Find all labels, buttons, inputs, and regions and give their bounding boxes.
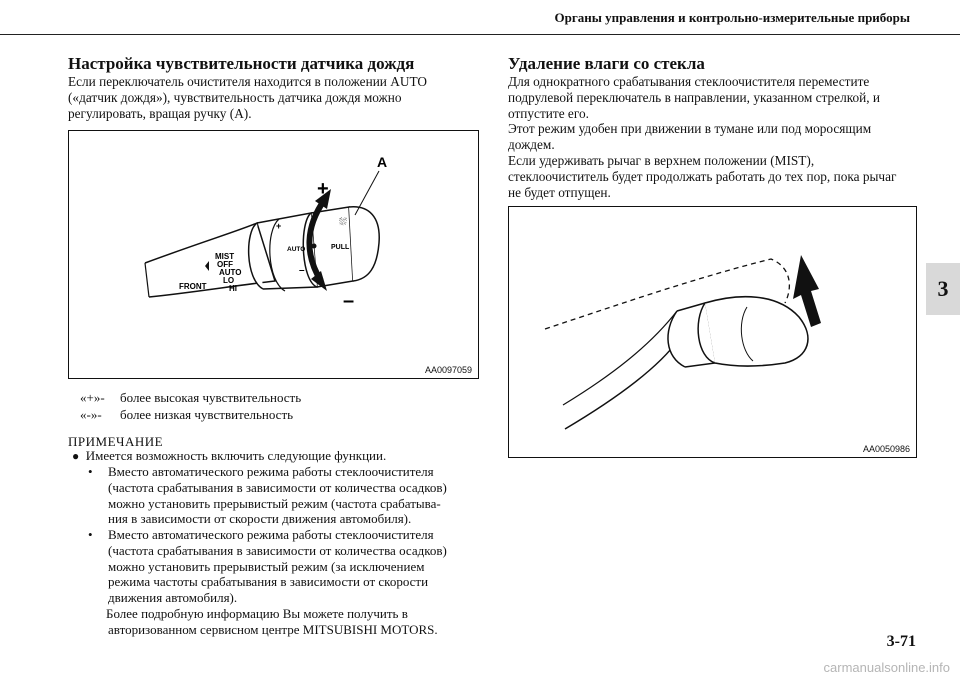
note-bullet-text: Имеется возможность включить следующие функции.: [85, 448, 387, 463]
front-label: FRONT: [179, 282, 207, 291]
note-bullet: [72, 448, 492, 465]
mist-line: Для однократного срабатывания стеклоочистителя переместите: [508, 74, 870, 89]
mist-text: [508, 74, 928, 200]
mist-label: MIST: [215, 252, 235, 261]
figure-code: AA0097059: [424, 365, 472, 375]
rain-sensor-intro: [68, 74, 488, 121]
lo-label: LO: [223, 276, 235, 285]
note-line: можно установить прерывистый режим (частота срабатыва-: [108, 495, 441, 511]
intro-line: («датчик дождя»), чувствительность датчика дождя можно: [68, 89, 402, 105]
note-line: • Вместо автоматического режима работы стеклоочистителя: [88, 464, 434, 479]
mist-heading: Удаление влаги со стекла: [508, 54, 705, 73]
auto-ring-label: AUTO: [287, 246, 306, 253]
mist-line: Этот режим удобен при движении в тумане или под моросящим: [508, 121, 872, 137]
header-rule: [0, 34, 960, 35]
legend-row: [80, 389, 301, 406]
bullet-dot: ●: [72, 449, 80, 463]
note-heading: ПРИМЕЧАНИЕ: [68, 434, 164, 449]
mist-line: не будет отпущен.: [508, 184, 611, 200]
note-line: (частота срабатывания в зависимости от количества осадков): [108, 479, 447, 495]
note-line: Более подробную информацию Вы можете получить в: [106, 605, 408, 621]
minus-label: –: [343, 290, 355, 312]
mist-line: подрулевой переключатель в направлении, указанном стрелкой, и: [508, 89, 881, 105]
note-line: режима частоты срабатывания в зависимости от скорости: [108, 574, 429, 590]
hi-label: HI: [229, 284, 237, 293]
note-item-1: [88, 464, 498, 527]
intro-line: Если переключатель очистителя находится в положении AUTO: [68, 74, 427, 89]
chapter-tab: 3: [926, 263, 960, 315]
knob-a-label: A: [377, 154, 388, 170]
intro-line: регулировать, вращая ручку (A).: [68, 105, 252, 121]
legend-symbol: «+»-: [80, 390, 105, 405]
mist-line: дождем.: [508, 137, 555, 153]
running-header: Органы управления и контрольно-измерительные приборы: [554, 10, 910, 25]
figure-code: AA0050986: [862, 444, 910, 454]
note-line: можно установить прерывистый режим (за исключением: [108, 558, 425, 574]
sensitivity-legend: [80, 389, 301, 423]
plus-label: +: [317, 178, 329, 200]
rain-sensor-figure: [68, 130, 479, 379]
legend-text: более низкая чувствительность: [120, 407, 294, 422]
svg-text:+: +: [276, 221, 282, 231]
note-line: • Вместо автоматического режима работы стеклоочистителя: [88, 527, 434, 542]
legend-text: более высокая чувствительность: [120, 390, 302, 405]
mist-stalk-illustration: [509, 207, 916, 457]
mist-figure: [508, 206, 917, 458]
note-item-2: [88, 527, 498, 638]
note-line: (частота срабатывания в зависимости от количества осадков): [108, 542, 447, 558]
off-label: OFF: [217, 260, 233, 269]
mist-line: стеклоочиститель будет продолжать работать до тех пор, пока рычаг: [508, 168, 897, 184]
rain-sensor-heading: Настройка чувствительности датчика дождя: [68, 54, 415, 73]
pull-label: PULL: [331, 244, 350, 251]
legend-symbol: «-»-: [80, 407, 102, 422]
note-line: ния в зависимости от скорости движения автомобиля).: [108, 511, 412, 527]
note-line: авторизованном сервисном центре MITSUBISHI MOTORS.: [108, 621, 438, 637]
mist-line: отпустите его.: [508, 105, 589, 121]
svg-text:–: –: [299, 265, 305, 276]
note-line: движения автомобиля).: [108, 590, 238, 606]
auto-label: AUTO: [219, 268, 242, 277]
legend-row: [80, 406, 301, 423]
mist-line: Если удерживать рычаг в верхнем положении (MIST),: [508, 152, 815, 168]
watermark: carmanualsonline.info: [823, 660, 950, 675]
page-number: 3-71: [886, 633, 916, 650]
wiper-stalk-illustration: [69, 131, 478, 378]
washer-icon: ⛆: [339, 217, 347, 228]
